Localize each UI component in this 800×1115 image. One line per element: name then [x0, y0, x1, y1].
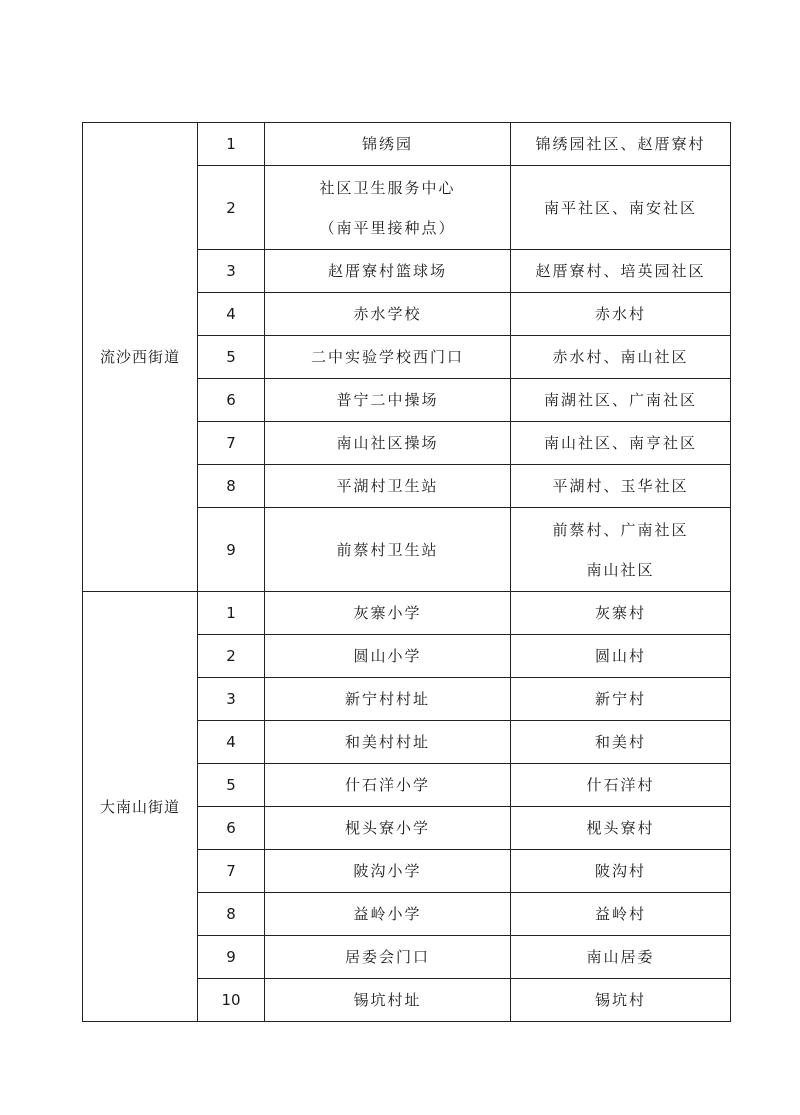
site-line: 前蔡村卫生站	[336, 540, 439, 559]
site-line: （南平里接种点）	[319, 218, 456, 237]
row-number-cell: 7	[198, 422, 265, 465]
service-area-cell: 赤水村	[511, 293, 731, 336]
service-area-cell: 和美村	[511, 721, 731, 764]
site-name-cell: 锡坑村址	[265, 979, 511, 1022]
site-name-cell: 和美村村址	[265, 721, 511, 764]
site-name-cell: 居委会门口	[265, 936, 511, 979]
row-number-cell: 6	[198, 379, 265, 422]
service-area-cell: 圆山村	[511, 635, 731, 678]
site-name-cell: 普宁二中操场	[265, 379, 511, 422]
site-name-cell: 灰寨小学	[265, 592, 511, 635]
area-line: 南山社区	[586, 560, 655, 579]
row-number-cell: 3	[198, 678, 265, 721]
service-area-cell: 锡坑村	[511, 979, 731, 1022]
table-row	[83, 592, 731, 635]
table-row	[83, 123, 731, 166]
site-line: 社区卫生服务中心	[319, 178, 456, 197]
vaccination-site-table	[82, 122, 731, 1022]
service-area-cell: 锦绣园社区、赵厝寮村	[511, 123, 731, 166]
site-name-cell: 益岭小学	[265, 893, 511, 936]
row-number-cell: 5	[198, 764, 265, 807]
row-number-cell: 9	[198, 936, 265, 979]
site-name-cell: 圆山小学	[265, 635, 511, 678]
row-number-cell: 1	[198, 592, 265, 635]
row-number-cell: 6	[198, 807, 265, 850]
service-area-cell: 灰寨村	[511, 592, 731, 635]
row-number-cell: 5	[198, 336, 265, 379]
service-area-cell: 陂沟村	[511, 850, 731, 893]
service-area-cell: 南山社区、南亨社区	[511, 422, 731, 465]
site-name-cell: 陂沟小学	[265, 850, 511, 893]
row-number-cell: 8	[198, 893, 265, 936]
site-name-cell: 锦绣园	[265, 123, 511, 166]
row-number-cell: 4	[198, 293, 265, 336]
site-name-cell: 平湖村卫生站	[265, 465, 511, 508]
site-name-cell: 新宁村村址	[265, 678, 511, 721]
row-number-cell: 3	[198, 250, 265, 293]
service-area-cell: 什石洋村	[511, 764, 731, 807]
row-number-cell: 8	[198, 465, 265, 508]
service-area-cell	[511, 508, 731, 592]
service-area-cell: 南湖社区、广南社区	[511, 379, 731, 422]
table-body	[83, 123, 731, 1022]
service-area-cell: 南山居委	[511, 936, 731, 979]
row-number-cell: 2	[198, 166, 265, 250]
row-number-cell: 7	[198, 850, 265, 893]
row-number-cell: 2	[198, 635, 265, 678]
site-name-cell: 什石洋小学	[265, 764, 511, 807]
site-name-cell	[265, 508, 511, 592]
row-number-cell: 1	[198, 123, 265, 166]
street-name-cell: 大南山街道	[83, 592, 198, 1022]
service-area-cell	[511, 166, 731, 250]
site-name-cell: 赤水学校	[265, 293, 511, 336]
site-name-cell: 枧头寮小学	[265, 807, 511, 850]
area-line: 前蔡村、广南社区	[552, 520, 689, 539]
service-area-cell: 新宁村	[511, 678, 731, 721]
service-area-cell: 赵厝寮村、培英园社区	[511, 250, 731, 293]
row-number-cell: 9	[198, 508, 265, 592]
site-name-cell: 二中实验学校西门口	[265, 336, 511, 379]
service-area-cell: 益岭村	[511, 893, 731, 936]
row-number-cell: 10	[198, 979, 265, 1022]
service-area-cell: 平湖村、玉华社区	[511, 465, 731, 508]
site-name-cell: 赵厝寮村篮球场	[265, 250, 511, 293]
row-number-cell: 4	[198, 721, 265, 764]
service-area-cell: 赤水村、南山社区	[511, 336, 731, 379]
site-name-cell: 南山社区操场	[265, 422, 511, 465]
area-line: 南平社区、南安社区	[543, 198, 697, 217]
street-name-cell: 流沙西街道	[83, 123, 198, 592]
service-area-cell: 枧头寮村	[511, 807, 731, 850]
site-name-cell	[265, 166, 511, 250]
